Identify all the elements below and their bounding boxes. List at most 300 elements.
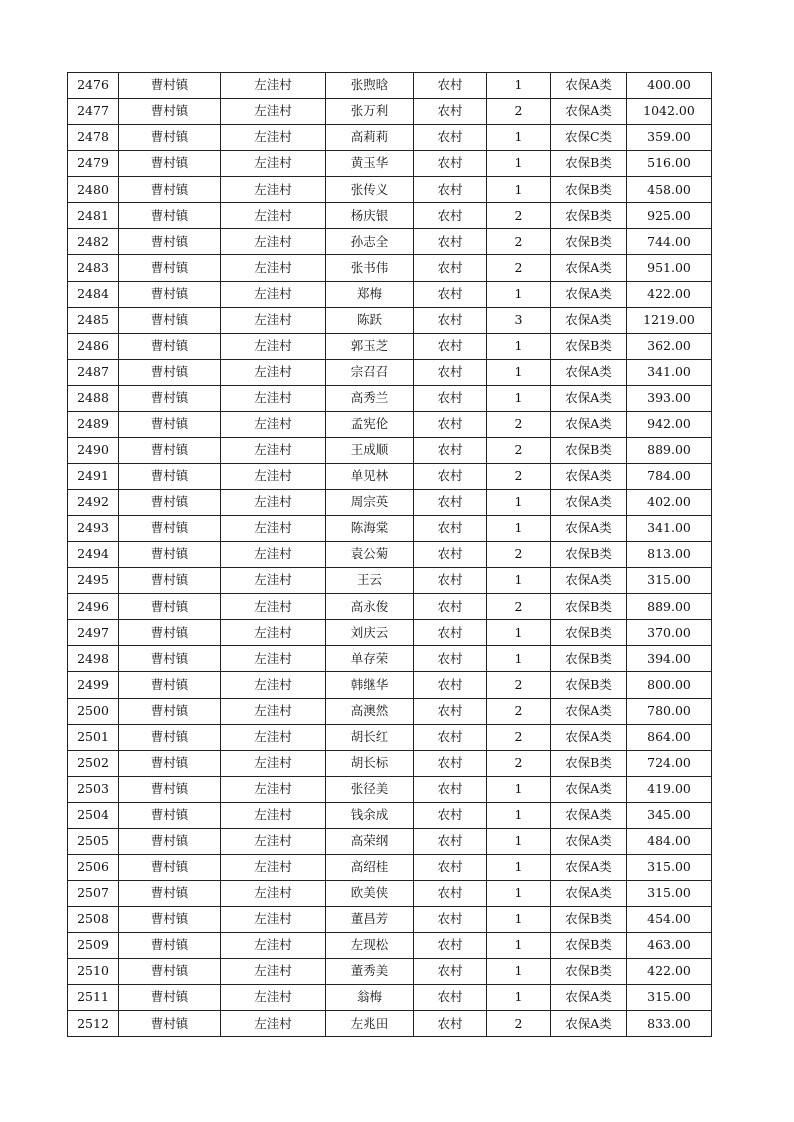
person-name-cell: 陈跃 [326, 307, 414, 333]
area-type-cell: 农村 [414, 411, 487, 437]
household-count-cell: 2 [487, 724, 551, 750]
table-row [68, 620, 712, 646]
record-number-cell: 2485 [68, 307, 119, 333]
insurance-category-cell: 农保A类 [551, 255, 627, 281]
household-count-cell: 2 [487, 672, 551, 698]
village-cell: 左洼村 [221, 933, 326, 959]
household-count-cell: 1 [487, 620, 551, 646]
table-row [68, 307, 712, 333]
town-cell: 曹村镇 [119, 255, 221, 281]
insurance-category-cell: 农保A类 [551, 880, 627, 906]
insurance-category-cell: 农保A类 [551, 359, 627, 385]
area-type-cell: 农村 [414, 828, 487, 854]
village-cell: 左洼村 [221, 802, 326, 828]
table-row [68, 959, 712, 985]
town-cell: 曹村镇 [119, 542, 221, 568]
town-cell: 曹村镇 [119, 1011, 221, 1037]
household-count-cell: 2 [487, 411, 551, 437]
town-cell: 曹村镇 [119, 933, 221, 959]
household-count-cell: 1 [487, 73, 551, 99]
town-cell: 曹村镇 [119, 880, 221, 906]
table-row [68, 99, 712, 125]
amount-cell: 1042.00 [627, 99, 712, 125]
person-name-cell: 张煦晗 [326, 73, 414, 99]
household-count-cell: 2 [487, 594, 551, 620]
village-cell: 左洼村 [221, 776, 326, 802]
table-row [68, 854, 712, 880]
area-type-cell: 农村 [414, 99, 487, 125]
village-cell: 左洼村 [221, 542, 326, 568]
household-count-cell: 2 [487, 229, 551, 255]
person-name-cell: 钱余成 [326, 802, 414, 828]
insurance-category-cell: 农保A类 [551, 802, 627, 828]
area-type-cell: 农村 [414, 880, 487, 906]
village-cell: 左洼村 [221, 620, 326, 646]
person-name-cell: 孙志全 [326, 229, 414, 255]
village-cell: 左洼村 [221, 255, 326, 281]
record-number-cell: 2476 [68, 73, 119, 99]
table-row [68, 255, 712, 281]
person-name-cell: 袁公菊 [326, 542, 414, 568]
village-cell: 左洼村 [221, 203, 326, 229]
household-count-cell: 1 [487, 828, 551, 854]
person-name-cell: 王成顺 [326, 437, 414, 463]
table-row [68, 907, 712, 933]
amount-cell: 784.00 [627, 463, 712, 489]
household-count-cell: 1 [487, 125, 551, 151]
table-row [68, 203, 712, 229]
record-number-cell: 2508 [68, 907, 119, 933]
village-cell: 左洼村 [221, 177, 326, 203]
insurance-category-cell: 农保A类 [551, 385, 627, 411]
table-row [68, 281, 712, 307]
town-cell: 曹村镇 [119, 99, 221, 125]
person-name-cell: 高秀兰 [326, 385, 414, 411]
village-cell: 左洼村 [221, 385, 326, 411]
insurance-category-cell: 农保A类 [551, 854, 627, 880]
town-cell: 曹村镇 [119, 281, 221, 307]
table-row [68, 177, 712, 203]
amount-cell: 951.00 [627, 255, 712, 281]
person-name-cell: 高莉莉 [326, 125, 414, 151]
town-cell: 曹村镇 [119, 698, 221, 724]
town-cell: 曹村镇 [119, 724, 221, 750]
village-cell: 左洼村 [221, 125, 326, 151]
household-count-cell: 1 [487, 776, 551, 802]
area-type-cell: 农村 [414, 594, 487, 620]
town-cell: 曹村镇 [119, 151, 221, 177]
person-name-cell: 周宗英 [326, 490, 414, 516]
area-type-cell: 农村 [414, 203, 487, 229]
town-cell: 曹村镇 [119, 620, 221, 646]
household-count-cell: 1 [487, 959, 551, 985]
town-cell: 曹村镇 [119, 229, 221, 255]
person-name-cell: 杨庆银 [326, 203, 414, 229]
town-cell: 曹村镇 [119, 411, 221, 437]
household-count-cell: 1 [487, 568, 551, 594]
town-cell: 曹村镇 [119, 672, 221, 698]
person-name-cell: 张万利 [326, 99, 414, 125]
amount-cell: 484.00 [627, 828, 712, 854]
household-count-cell: 2 [487, 437, 551, 463]
person-name-cell: 胡长标 [326, 750, 414, 776]
village-cell: 左洼村 [221, 229, 326, 255]
village-cell: 左洼村 [221, 698, 326, 724]
insurance-category-cell: 农保B类 [551, 437, 627, 463]
household-count-cell: 1 [487, 490, 551, 516]
amount-cell: 454.00 [627, 907, 712, 933]
town-cell: 曹村镇 [119, 802, 221, 828]
village-cell: 左洼村 [221, 333, 326, 359]
town-cell: 曹村镇 [119, 490, 221, 516]
household-count-cell: 2 [487, 1011, 551, 1037]
person-name-cell: 刘庆云 [326, 620, 414, 646]
area-type-cell: 农村 [414, 333, 487, 359]
person-name-cell: 郭玉芝 [326, 333, 414, 359]
amount-cell: 341.00 [627, 516, 712, 542]
village-cell: 左洼村 [221, 73, 326, 99]
village-cell: 左洼村 [221, 99, 326, 125]
town-cell: 曹村镇 [119, 828, 221, 854]
person-name-cell: 张书伟 [326, 255, 414, 281]
person-name-cell: 高绍桂 [326, 854, 414, 880]
table-row [68, 437, 712, 463]
insurance-category-cell: 农保B类 [551, 959, 627, 985]
table-row [68, 933, 712, 959]
insurance-category-cell: 农保A类 [551, 73, 627, 99]
amount-cell: 942.00 [627, 411, 712, 437]
insurance-category-cell: 农保A类 [551, 490, 627, 516]
town-cell: 曹村镇 [119, 985, 221, 1011]
insurance-category-cell: 农保A类 [551, 724, 627, 750]
record-number-cell: 2482 [68, 229, 119, 255]
insurance-category-cell: 农保A类 [551, 698, 627, 724]
person-name-cell: 翁梅 [326, 985, 414, 1011]
insurance-category-cell: 农保B类 [551, 672, 627, 698]
person-name-cell: 左兆田 [326, 1011, 414, 1037]
amount-cell: 925.00 [627, 203, 712, 229]
village-cell: 左洼村 [221, 359, 326, 385]
amount-cell: 402.00 [627, 490, 712, 516]
household-count-cell: 1 [487, 177, 551, 203]
amount-cell: 393.00 [627, 385, 712, 411]
person-name-cell: 陈海棠 [326, 516, 414, 542]
amount-cell: 889.00 [627, 437, 712, 463]
amount-cell: 315.00 [627, 985, 712, 1011]
record-number-cell: 2490 [68, 437, 119, 463]
household-count-cell: 1 [487, 907, 551, 933]
household-count-cell: 1 [487, 385, 551, 411]
table-row [68, 229, 712, 255]
household-count-cell: 2 [487, 255, 551, 281]
table-row [68, 880, 712, 906]
village-cell: 左洼村 [221, 959, 326, 985]
amount-cell: 833.00 [627, 1011, 712, 1037]
beneficiary-table [67, 72, 712, 1037]
amount-cell: 724.00 [627, 750, 712, 776]
area-type-cell: 农村 [414, 959, 487, 985]
amount-cell: 422.00 [627, 281, 712, 307]
record-number-cell: 2504 [68, 802, 119, 828]
record-number-cell: 2506 [68, 854, 119, 880]
village-cell: 左洼村 [221, 594, 326, 620]
amount-cell: 864.00 [627, 724, 712, 750]
person-name-cell: 孟宪伦 [326, 411, 414, 437]
table-row [68, 1011, 712, 1037]
area-type-cell: 农村 [414, 73, 487, 99]
insurance-category-cell: 农保B类 [551, 203, 627, 229]
insurance-category-cell: 农保A类 [551, 411, 627, 437]
town-cell: 曹村镇 [119, 307, 221, 333]
insurance-category-cell: 农保B类 [551, 620, 627, 646]
amount-cell: 463.00 [627, 933, 712, 959]
town-cell: 曹村镇 [119, 516, 221, 542]
insurance-category-cell: 农保B类 [551, 542, 627, 568]
table-row [68, 776, 712, 802]
village-cell: 左洼村 [221, 411, 326, 437]
area-type-cell: 农村 [414, 542, 487, 568]
area-type-cell: 农村 [414, 776, 487, 802]
area-type-cell: 农村 [414, 463, 487, 489]
record-number-cell: 2505 [68, 828, 119, 854]
area-type-cell: 农村 [414, 907, 487, 933]
area-type-cell: 农村 [414, 724, 487, 750]
record-number-cell: 2510 [68, 959, 119, 985]
area-type-cell: 农村 [414, 672, 487, 698]
town-cell: 曹村镇 [119, 568, 221, 594]
record-number-cell: 2489 [68, 411, 119, 437]
record-number-cell: 2486 [68, 333, 119, 359]
town-cell: 曹村镇 [119, 203, 221, 229]
table-row [68, 490, 712, 516]
table-row [68, 151, 712, 177]
household-count-cell: 2 [487, 698, 551, 724]
insurance-category-cell: 农保B类 [551, 594, 627, 620]
person-name-cell: 左现松 [326, 933, 414, 959]
area-type-cell: 农村 [414, 177, 487, 203]
record-number-cell: 2503 [68, 776, 119, 802]
person-name-cell: 宗召召 [326, 359, 414, 385]
record-number-cell: 2497 [68, 620, 119, 646]
record-number-cell: 2502 [68, 750, 119, 776]
record-number-cell: 2496 [68, 594, 119, 620]
person-name-cell: 黄玉华 [326, 151, 414, 177]
village-cell: 左洼村 [221, 151, 326, 177]
insurance-category-cell: 农保A类 [551, 828, 627, 854]
insurance-category-cell: 农保A类 [551, 1011, 627, 1037]
household-count-cell: 2 [487, 542, 551, 568]
area-type-cell: 农村 [414, 646, 487, 672]
record-number-cell: 2495 [68, 568, 119, 594]
household-count-cell: 2 [487, 99, 551, 125]
village-cell: 左洼村 [221, 985, 326, 1011]
record-number-cell: 2484 [68, 281, 119, 307]
insurance-category-cell: 农保B类 [551, 933, 627, 959]
household-count-cell: 1 [487, 933, 551, 959]
amount-cell: 780.00 [627, 698, 712, 724]
person-name-cell: 欧美侠 [326, 880, 414, 906]
table-body [68, 73, 712, 1037]
area-type-cell: 农村 [414, 516, 487, 542]
amount-cell: 370.00 [627, 620, 712, 646]
household-count-cell: 1 [487, 281, 551, 307]
village-cell: 左洼村 [221, 1011, 326, 1037]
area-type-cell: 农村 [414, 125, 487, 151]
insurance-category-cell: 农保B类 [551, 646, 627, 672]
table-row [68, 724, 712, 750]
record-number-cell: 2479 [68, 151, 119, 177]
area-type-cell: 农村 [414, 1011, 487, 1037]
town-cell: 曹村镇 [119, 177, 221, 203]
table-row [68, 73, 712, 99]
amount-cell: 516.00 [627, 151, 712, 177]
amount-cell: 744.00 [627, 229, 712, 255]
insurance-category-cell: 农保B类 [551, 177, 627, 203]
amount-cell: 315.00 [627, 880, 712, 906]
amount-cell: 800.00 [627, 672, 712, 698]
person-name-cell: 郑梅 [326, 281, 414, 307]
village-cell: 左洼村 [221, 646, 326, 672]
record-number-cell: 2498 [68, 646, 119, 672]
area-type-cell: 农村 [414, 802, 487, 828]
table-row [68, 750, 712, 776]
insurance-category-cell: 农保A类 [551, 776, 627, 802]
town-cell: 曹村镇 [119, 125, 221, 151]
town-cell: 曹村镇 [119, 776, 221, 802]
village-cell: 左洼村 [221, 672, 326, 698]
village-cell: 左洼村 [221, 516, 326, 542]
person-name-cell: 王云 [326, 568, 414, 594]
household-count-cell: 1 [487, 359, 551, 385]
person-name-cell: 单存荣 [326, 646, 414, 672]
person-name-cell: 张传义 [326, 177, 414, 203]
town-cell: 曹村镇 [119, 594, 221, 620]
village-cell: 左洼村 [221, 463, 326, 489]
record-number-cell: 2483 [68, 255, 119, 281]
area-type-cell: 农村 [414, 281, 487, 307]
table-row [68, 125, 712, 151]
household-count-cell: 2 [487, 463, 551, 489]
record-number-cell: 2509 [68, 933, 119, 959]
amount-cell: 315.00 [627, 568, 712, 594]
area-type-cell: 农村 [414, 568, 487, 594]
town-cell: 曹村镇 [119, 463, 221, 489]
household-count-cell: 1 [487, 516, 551, 542]
town-cell: 曹村镇 [119, 959, 221, 985]
table-row [68, 594, 712, 620]
insurance-category-cell: 农保A类 [551, 307, 627, 333]
area-type-cell: 农村 [414, 359, 487, 385]
town-cell: 曹村镇 [119, 750, 221, 776]
town-cell: 曹村镇 [119, 437, 221, 463]
insurance-category-cell: 农保B类 [551, 750, 627, 776]
record-number-cell: 2501 [68, 724, 119, 750]
area-type-cell: 农村 [414, 933, 487, 959]
table-row [68, 516, 712, 542]
table-row [68, 385, 712, 411]
area-type-cell: 农村 [414, 437, 487, 463]
amount-cell: 458.00 [627, 177, 712, 203]
record-number-cell: 2477 [68, 99, 119, 125]
insurance-category-cell: 农保B类 [551, 907, 627, 933]
household-count-cell: 1 [487, 854, 551, 880]
record-number-cell: 2491 [68, 463, 119, 489]
amount-cell: 362.00 [627, 333, 712, 359]
person-name-cell: 董昌芳 [326, 907, 414, 933]
village-cell: 左洼村 [221, 490, 326, 516]
household-count-cell: 3 [487, 307, 551, 333]
amount-cell: 359.00 [627, 125, 712, 151]
table-row [68, 646, 712, 672]
record-number-cell: 2487 [68, 359, 119, 385]
household-count-cell: 1 [487, 333, 551, 359]
person-name-cell: 韩继华 [326, 672, 414, 698]
village-cell: 左洼村 [221, 437, 326, 463]
area-type-cell: 农村 [414, 750, 487, 776]
table-row [68, 542, 712, 568]
village-cell: 左洼村 [221, 750, 326, 776]
amount-cell: 889.00 [627, 594, 712, 620]
amount-cell: 315.00 [627, 854, 712, 880]
village-cell: 左洼村 [221, 880, 326, 906]
household-count-cell: 2 [487, 750, 551, 776]
record-number-cell: 2494 [68, 542, 119, 568]
table-row [68, 828, 712, 854]
town-cell: 曹村镇 [119, 333, 221, 359]
person-name-cell: 董秀美 [326, 959, 414, 985]
town-cell: 曹村镇 [119, 907, 221, 933]
person-name-cell: 高荣纲 [326, 828, 414, 854]
household-count-cell: 1 [487, 802, 551, 828]
town-cell: 曹村镇 [119, 646, 221, 672]
household-count-cell: 1 [487, 985, 551, 1011]
area-type-cell: 农村 [414, 854, 487, 880]
town-cell: 曹村镇 [119, 359, 221, 385]
record-number-cell: 2499 [68, 672, 119, 698]
village-cell: 左洼村 [221, 724, 326, 750]
amount-cell: 345.00 [627, 802, 712, 828]
table-row [68, 333, 712, 359]
amount-cell: 341.00 [627, 359, 712, 385]
table-row [68, 672, 712, 698]
record-number-cell: 2507 [68, 880, 119, 906]
person-name-cell: 胡长红 [326, 724, 414, 750]
area-type-cell: 农村 [414, 698, 487, 724]
insurance-category-cell: 农保B类 [551, 151, 627, 177]
record-number-cell: 2500 [68, 698, 119, 724]
village-cell: 左洼村 [221, 568, 326, 594]
village-cell: 左洼村 [221, 281, 326, 307]
person-name-cell: 高澳然 [326, 698, 414, 724]
insurance-category-cell: 农保B类 [551, 229, 627, 255]
amount-cell: 394.00 [627, 646, 712, 672]
insurance-category-cell: 农保A类 [551, 99, 627, 125]
table-row [68, 359, 712, 385]
household-count-cell: 2 [487, 203, 551, 229]
village-cell: 左洼村 [221, 854, 326, 880]
table-row [68, 568, 712, 594]
insurance-category-cell: 农保A类 [551, 281, 627, 307]
table-row [68, 802, 712, 828]
table-row [68, 411, 712, 437]
record-number-cell: 2512 [68, 1011, 119, 1037]
household-count-cell: 1 [487, 880, 551, 906]
area-type-cell: 农村 [414, 620, 487, 646]
record-number-cell: 2492 [68, 490, 119, 516]
record-number-cell: 2480 [68, 177, 119, 203]
household-count-cell: 1 [487, 646, 551, 672]
amount-cell: 813.00 [627, 542, 712, 568]
